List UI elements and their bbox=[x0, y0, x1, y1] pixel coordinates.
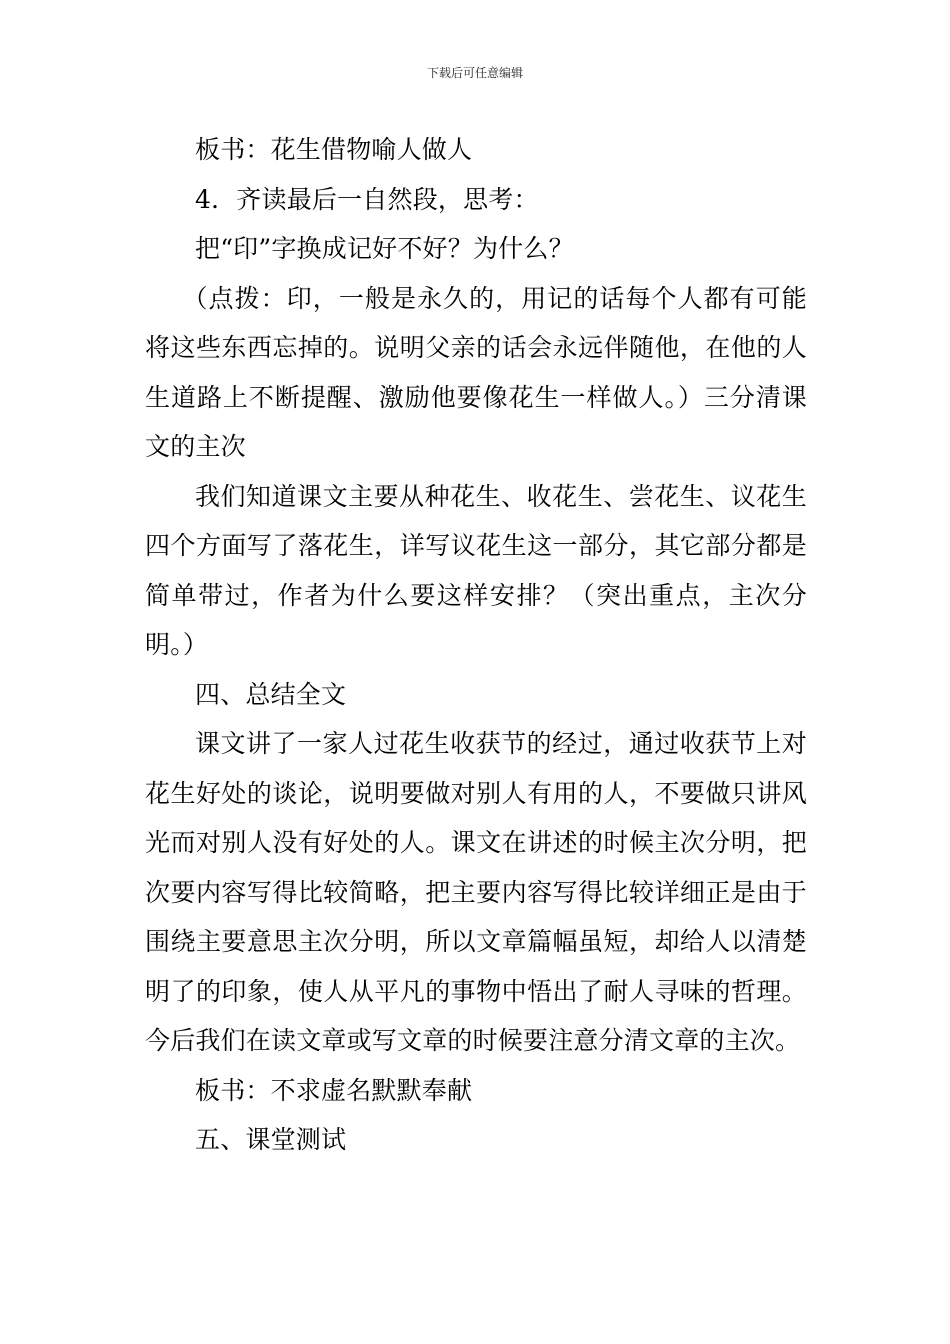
document-body bbox=[145, 125, 807, 1165]
section-heading-summary: 四、总结全文 bbox=[195, 679, 347, 709]
paragraph-board-note-2: 板书：不求虚名默默奉献 bbox=[195, 1075, 473, 1105]
page-header-note: 下载后可任意编辑 bbox=[426, 66, 523, 80]
section-heading-test: 五、课堂测试 bbox=[195, 1125, 347, 1154]
paragraph-step-4: 4．齐读最后一自然段，思考： bbox=[195, 184, 539, 214]
paragraph-board-note-1: 板书：花生借物喻人做人 bbox=[195, 135, 473, 164]
paragraph-question: 把“印”字换成记好不好？为什么？ bbox=[195, 234, 574, 263]
paragraph-structure: 我们知道课文主要从种花生、收花生、尝花生、议花生四个方面写了落花生，详写议花生这一部分，其它部分都是简单带过，作者为什么要这样安排？（突出重点，主次分明。） bbox=[145, 481, 807, 659]
paragraph-hint: （点拨：印，一般是永久的，用记的话每个人都有可能将这些东西忘掉的。说明父亲的话会永远伴随他，在他的人生道路上不断提醒、激励他要像花生一样做人。）三分清课文的主次 bbox=[145, 283, 807, 461]
paragraph-summary: 课文讲了一家人过花生收获节的经过，通过收获节上对花生好处的谈论，说明要做对别人有用的人，不要做只讲风光而对别人没有好处的人。课文在讲述的时候主次分明，把次要内容写得比较简略，把主要内容写得比较详细正是由于围绕主要意思主次分明，所以文章篇幅虽短，却给人以清楚明了的印象，使人从平凡的事物中悟出了耐人寻味的哲理。今后我们在读文章或写文章的时候要注意分清文章的主次。 bbox=[145, 729, 807, 1055]
